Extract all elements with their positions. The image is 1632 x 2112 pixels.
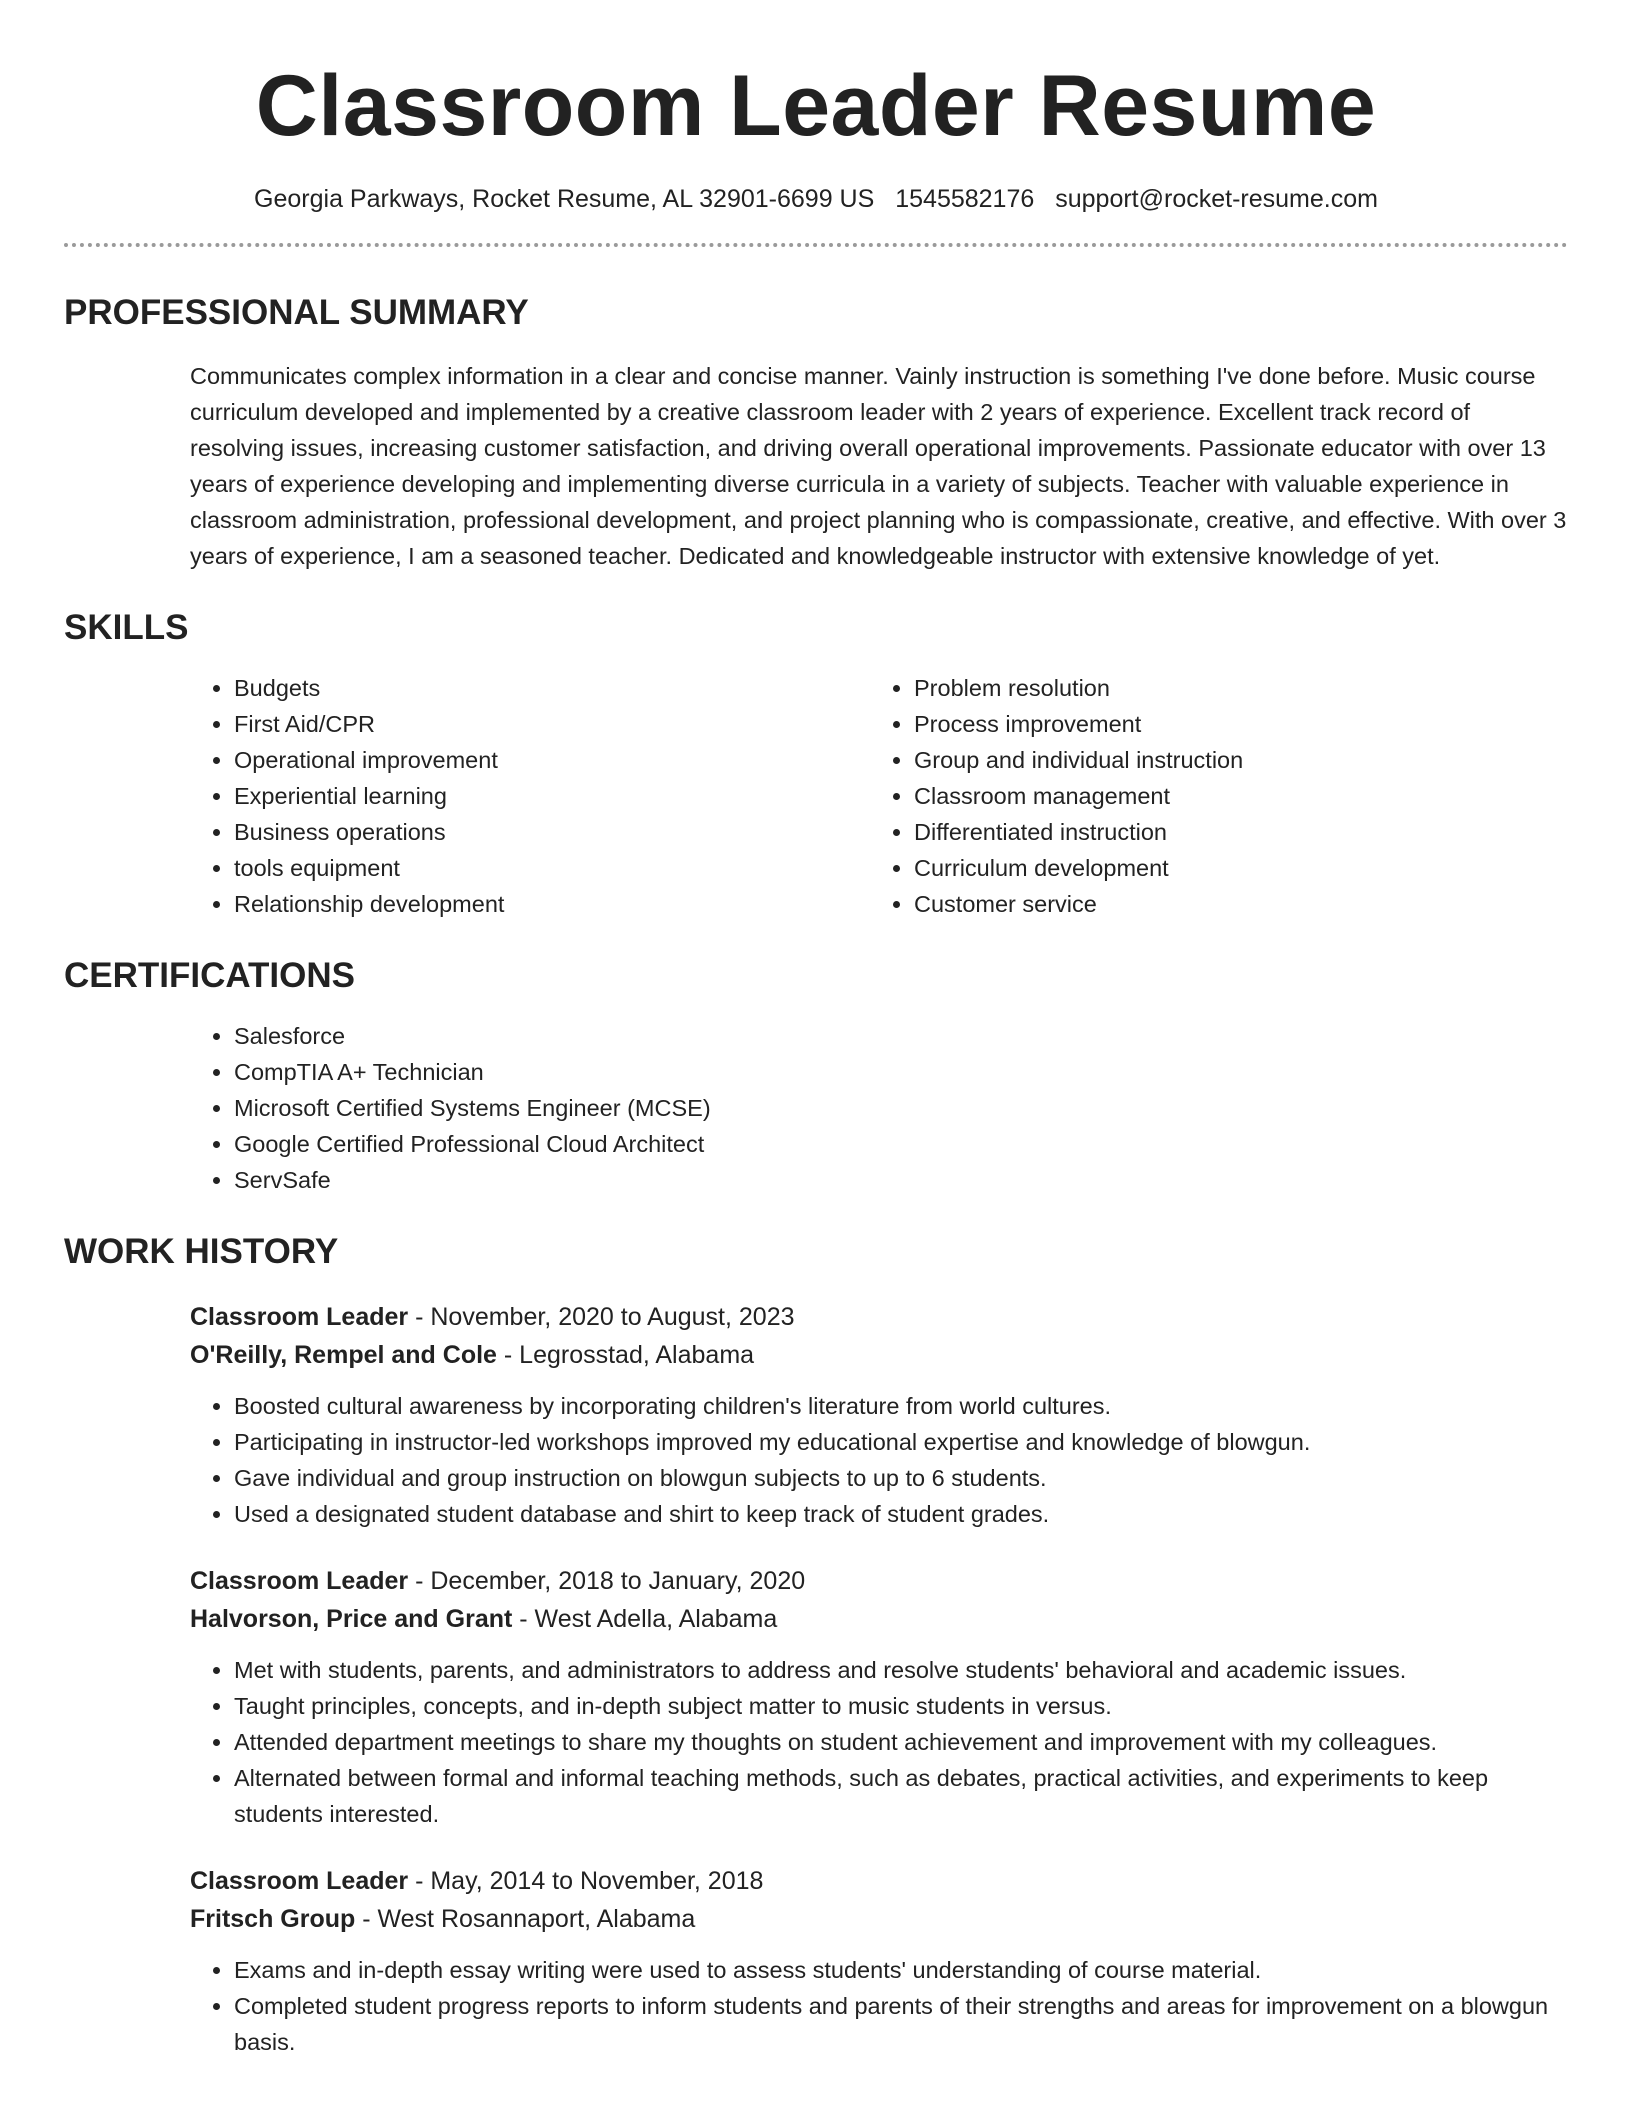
job-title-line [190,1562,1568,1600]
job-dates: - May, 2014 to November, 2018 [408,1867,764,1895]
contact-phone: 1545582176 [895,185,1035,213]
job-duties [190,1952,1568,2060]
job-company: Fritsch Group [190,1905,356,1933]
skill-item: • Group and individual instruction [914,742,1550,778]
skill-item: • First Aid/CPR [234,706,870,742]
skill-item: • Problem resolution [914,670,1550,706]
summary-heading: PROFESSIONAL SUMMARY [64,293,529,332]
skill-item: • tools equipment [234,850,870,886]
resume-title: Classroom Leader Resume [255,58,1377,154]
job-company: O'Reilly, Rempel and Cole [190,1341,497,1369]
job-duty: • Participating in instructor-led workshops improved my educational expertise and knowledge of blowgun. [234,1424,1568,1460]
contact-address: Georgia Parkways, Rocket Resume, AL 32901-6699 US [254,185,875,213]
work-history-heading: WORK HISTORY [64,1232,339,1271]
job-duty: • Gave individual and group instruction on blowgun subjects to up to 6 students. [234,1460,1568,1496]
certification-item: • CompTIA A+ Technician [234,1054,1568,1090]
job-duties [190,1652,1568,1832]
certifications-list [190,1018,1568,1198]
certification-item: • Google Certified Professional Cloud Architect [234,1126,1568,1162]
skill-item: • Budgets [234,670,870,706]
summary-text: Communicates complex information in a clear and concise manner. Vainly instruction is something I've done before. Music course curriculum developed and implemented by a creative classroom leader with 2 years of experience. Excellent track record of resolving issues, increasing customer satisfaction, and driving overall operational improvements. Passionate educator with over 13 years of experience developing and implementing diverse curricula in a variety of subjects. Teacher with valuable experience in classroom administration, professional development, and project planning who is compassionate, creative, and effective. With over 3 years of experience, I am a seasoned teacher. Dedicated and knowledgeable instructor with extensive knowledge of yet. [190,363,1567,569]
job-location: - West Rosannaport, Alabama [355,1905,696,1933]
skills-heading: SKILLS [64,608,189,647]
job-title: Classroom Leader [190,1867,409,1895]
skill-item: • Experiential learning [234,778,870,814]
job-duty: • Boosted cultural awareness by incorporating children's literature from world cultures. [234,1388,1568,1424]
job-title: Classroom Leader [190,1303,409,1331]
job-duty: • Attended department meetings to share my thoughts on student achievement and improvement with my colleagues. [234,1724,1568,1760]
skill-item: • Customer service [914,886,1550,922]
skill-item: • Classroom management [914,778,1550,814]
skill-item: • Process improvement [914,706,1550,742]
job-dates: - December, 2018 to January, 2020 [408,1567,806,1595]
job-duty: • Taught principles, concepts, and in-depth subject matter to music students in versus. [234,1688,1568,1724]
header-divider [64,243,1568,247]
skills-column-left [190,670,870,922]
job-entry [190,1298,1568,1532]
job-company: Halvorson, Price and Grant [190,1605,513,1633]
certifications-heading: CERTIFICATIONS [64,956,356,995]
job-dates: - November, 2020 to August, 2023 [408,1303,795,1331]
job-duty: • Met with students, parents, and administrators to address and resolve students' behavioral and academic issues. [234,1652,1568,1688]
job-title-line [190,1862,1568,1900]
job-title: Classroom Leader [190,1567,409,1595]
skills-column-right [870,670,1550,922]
job-duty: • Alternated between formal and informal teaching methods, such as debates, practical activities, and experiments to keep students interested. [234,1760,1568,1832]
job-duties [190,1388,1568,1532]
certification-item: • Microsoft Certified Systems Engineer (MCSE) [234,1090,1568,1126]
skill-item: • Relationship development [234,886,870,922]
job-duty: • Completed student progress reports to inform students and parents of their strengths and areas for improvement on a blowgun basis. [234,1988,1568,2060]
contact-email: support@rocket-resume.com [1055,185,1378,213]
certification-item: • ServSafe [234,1162,1568,1198]
job-entry [190,1862,1568,2060]
job-entry [190,1562,1568,1832]
job-company-line [190,1900,1568,1938]
job-company-line [190,1600,1568,1638]
skill-item: • Operational improvement [234,742,870,778]
skill-item: • Differentiated instruction [914,814,1550,850]
skill-item: • Business operations [234,814,870,850]
job-title-line [190,1298,1568,1336]
certification-item: • Salesforce [234,1018,1568,1054]
job-location: - West Adella, Alabama [512,1605,778,1633]
job-location: - Legrosstad, Alabama [496,1341,755,1369]
skill-item: • Curriculum development [914,850,1550,886]
contact-info [64,182,1568,216]
job-duty: • Used a designated student database and shirt to keep track of student grades. [234,1496,1568,1532]
job-company-line [190,1336,1568,1374]
skills-list [190,670,1568,922]
job-duty: • Exams and in-depth essay writing were used to assess students' understanding of course material. [234,1952,1568,1988]
